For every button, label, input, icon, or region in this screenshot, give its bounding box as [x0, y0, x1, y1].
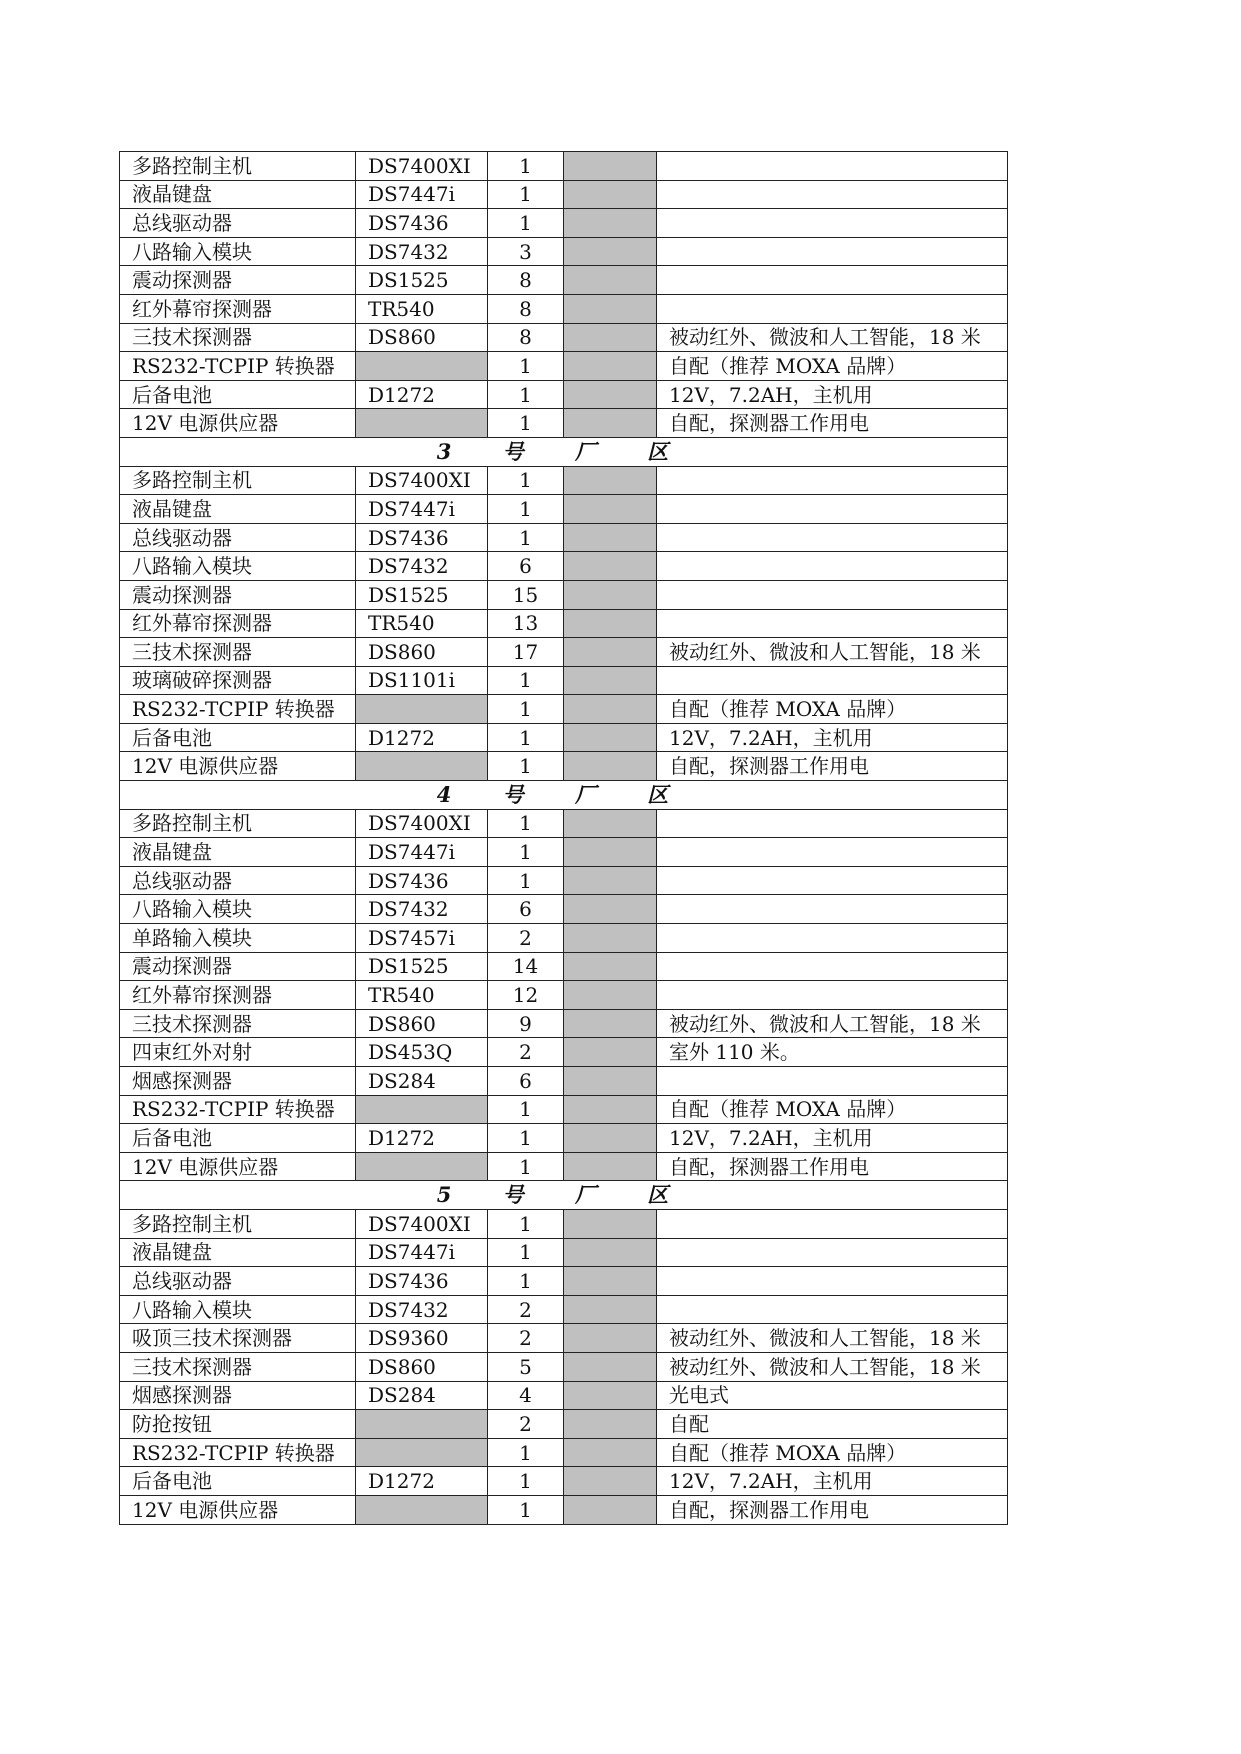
shaded-blank-cell: [564, 266, 657, 295]
quantity-cell: 1: [488, 695, 564, 724]
remark-cell: [657, 552, 1008, 581]
table-row: [120, 237, 1008, 266]
device-name-cell: 多路控制主机: [120, 809, 356, 838]
model-cell: TR540: [356, 609, 488, 638]
shaded-blank-cell: [564, 380, 657, 409]
shaded-blank-cell: [564, 1124, 657, 1153]
shaded-blank-cell: [564, 1410, 657, 1439]
shaded-blank-cell: [564, 1381, 657, 1410]
shaded-blank-cell: [564, 323, 657, 352]
shaded-blank-cell: [564, 1067, 657, 1096]
table-row: [120, 409, 1008, 438]
table-row: [120, 1009, 1008, 1038]
quantity-cell: 1: [488, 466, 564, 495]
device-name-cell: 总线驱动器: [120, 523, 356, 552]
quantity-cell: 1: [488, 209, 564, 238]
device-name-cell: 总线驱动器: [120, 1267, 356, 1296]
remark-cell: [657, 294, 1008, 323]
shaded-blank-cell: [564, 924, 657, 953]
device-name-cell: 四束红外对射: [120, 1038, 356, 1067]
table-row: [120, 1124, 1008, 1153]
table-row: [120, 323, 1008, 352]
remark-cell: [657, 1267, 1008, 1296]
table-row: [120, 1095, 1008, 1124]
device-name-cell: 液晶键盘: [120, 180, 356, 209]
remark-cell: 室外 110 米。: [657, 1038, 1008, 1067]
quantity-cell: 1: [488, 523, 564, 552]
model-cell: DS7400XI: [356, 1209, 488, 1238]
model-cell: [356, 409, 488, 438]
shaded-blank-cell: [564, 609, 657, 638]
shaded-blank-cell: [564, 1324, 657, 1353]
remark-cell: [657, 1209, 1008, 1238]
table-row: [120, 1467, 1008, 1496]
table-row: [120, 266, 1008, 295]
shaded-blank-cell: [564, 1152, 657, 1181]
remark-cell: [657, 866, 1008, 895]
quantity-cell: 1: [488, 1438, 564, 1467]
table-row: [120, 1410, 1008, 1439]
quantity-cell: 1: [488, 152, 564, 181]
device-name-cell: 红外幕帘探测器: [120, 609, 356, 638]
device-name-cell: 八路输入模块: [120, 1295, 356, 1324]
remark-cell: [657, 152, 1008, 181]
quantity-cell: 13: [488, 609, 564, 638]
shaded-blank-cell: [564, 523, 657, 552]
table-row: [120, 1209, 1008, 1238]
table-row: [120, 952, 1008, 981]
model-cell: D1272: [356, 380, 488, 409]
section-heading-row: [120, 781, 1008, 810]
model-cell: [356, 352, 488, 381]
shaded-blank-cell: [564, 666, 657, 695]
device-name-cell: 红外幕帘探测器: [120, 981, 356, 1010]
model-cell: DS7436: [356, 209, 488, 238]
model-cell: DS7447i: [356, 838, 488, 867]
device-name-cell: 震动探测器: [120, 580, 356, 609]
model-cell: DS284: [356, 1381, 488, 1410]
device-name-cell: 单路输入模块: [120, 924, 356, 953]
table-row: [120, 924, 1008, 953]
device-name-cell: 三技术探测器: [120, 323, 356, 352]
quantity-cell: 1: [488, 1209, 564, 1238]
table-row: [120, 866, 1008, 895]
section-heading: 5 号 厂 区: [120, 1181, 1008, 1210]
device-name-cell: 12V 电源供应器: [120, 1152, 356, 1181]
table-row: [120, 609, 1008, 638]
model-cell: DS7447i: [356, 180, 488, 209]
table-row: [120, 723, 1008, 752]
remark-cell: 自配（推荐 MOXA 品牌）: [657, 695, 1008, 724]
shaded-blank-cell: [564, 638, 657, 667]
quantity-cell: 1: [488, 180, 564, 209]
shaded-blank-cell: [564, 952, 657, 981]
quantity-cell: 1: [488, 752, 564, 781]
device-name-cell: 多路控制主机: [120, 466, 356, 495]
quantity-cell: 1: [488, 809, 564, 838]
model-cell: DS7432: [356, 237, 488, 266]
quantity-cell: 2: [488, 1410, 564, 1439]
shaded-blank-cell: [564, 466, 657, 495]
equipment-table: [119, 151, 1008, 1525]
remark-cell: 12V，7.2AH，主机用: [657, 1124, 1008, 1153]
model-cell: DS7400XI: [356, 152, 488, 181]
table-row: [120, 152, 1008, 181]
device-name-cell: 三技术探测器: [120, 1009, 356, 1038]
remark-cell: [657, 609, 1008, 638]
shaded-blank-cell: [564, 838, 657, 867]
remark-cell: 自配（推荐 MOXA 品牌）: [657, 1438, 1008, 1467]
table-row: [120, 1495, 1008, 1524]
shaded-blank-cell: [564, 1438, 657, 1467]
device-name-cell: 后备电池: [120, 1124, 356, 1153]
section-heading-row: [120, 1181, 1008, 1210]
remark-cell: [657, 180, 1008, 209]
quantity-cell: 1: [488, 1095, 564, 1124]
shaded-blank-cell: [564, 809, 657, 838]
remark-cell: [657, 1067, 1008, 1096]
table-row: [120, 638, 1008, 667]
shaded-blank-cell: [564, 1495, 657, 1524]
model-cell: DS1525: [356, 580, 488, 609]
model-cell: DS7436: [356, 1267, 488, 1296]
table-row: [120, 838, 1008, 867]
shaded-blank-cell: [564, 409, 657, 438]
quantity-cell: 5: [488, 1352, 564, 1381]
device-name-cell: 吸顶三技术探测器: [120, 1324, 356, 1353]
device-name-cell: 烟感探测器: [120, 1381, 356, 1410]
quantity-cell: 2: [488, 924, 564, 953]
device-name-cell: 玻璃破碎探测器: [120, 666, 356, 695]
model-cell: DS860: [356, 1009, 488, 1038]
remark-cell: [657, 495, 1008, 524]
shaded-blank-cell: [564, 1352, 657, 1381]
shaded-blank-cell: [564, 580, 657, 609]
model-cell: DS860: [356, 638, 488, 667]
remark-cell: 被动红外、微波和人工智能，18 米: [657, 638, 1008, 667]
table-row: [120, 352, 1008, 381]
shaded-blank-cell: [564, 866, 657, 895]
remark-cell: [657, 1238, 1008, 1267]
table-row: [120, 1067, 1008, 1096]
quantity-cell: 15: [488, 580, 564, 609]
quantity-cell: 1: [488, 723, 564, 752]
device-name-cell: RS232-TCPIP 转换器: [120, 695, 356, 724]
table-row: [120, 580, 1008, 609]
table-row: [120, 180, 1008, 209]
table-row: [120, 552, 1008, 581]
remark-cell: 被动红外、微波和人工智能，18 米: [657, 323, 1008, 352]
remark-cell: [657, 981, 1008, 1010]
device-name-cell: 液晶键盘: [120, 495, 356, 524]
remark-cell: [657, 809, 1008, 838]
quantity-cell: 1: [488, 1467, 564, 1496]
equipment-table-body: [120, 152, 1008, 1525]
shaded-blank-cell: [564, 1095, 657, 1124]
model-cell: DS7457i: [356, 924, 488, 953]
quantity-cell: 6: [488, 895, 564, 924]
shaded-blank-cell: [564, 1009, 657, 1038]
model-cell: [356, 1495, 488, 1524]
shaded-blank-cell: [564, 495, 657, 524]
remark-cell: 自配（推荐 MOXA 品牌）: [657, 352, 1008, 381]
device-name-cell: 液晶键盘: [120, 1238, 356, 1267]
model-cell: TR540: [356, 981, 488, 1010]
table-row: [120, 1267, 1008, 1296]
table-row: [120, 695, 1008, 724]
model-cell: DS7447i: [356, 1238, 488, 1267]
quantity-cell: 8: [488, 266, 564, 295]
shaded-blank-cell: [564, 1038, 657, 1067]
remark-cell: [657, 523, 1008, 552]
shaded-blank-cell: [564, 695, 657, 724]
remark-cell: [657, 580, 1008, 609]
shaded-blank-cell: [564, 1467, 657, 1496]
shaded-blank-cell: [564, 723, 657, 752]
remark-cell: 自配，探测器工作用电: [657, 752, 1008, 781]
table-row: [120, 752, 1008, 781]
model-cell: DS9360: [356, 1324, 488, 1353]
table-row: [120, 809, 1008, 838]
device-name-cell: 震动探测器: [120, 952, 356, 981]
model-cell: TR540: [356, 294, 488, 323]
quantity-cell: 8: [488, 323, 564, 352]
quantity-cell: 1: [488, 1495, 564, 1524]
remark-cell: 12V，7.2AH，主机用: [657, 380, 1008, 409]
device-name-cell: 总线驱动器: [120, 209, 356, 238]
table-row: [120, 666, 1008, 695]
quantity-cell: 3: [488, 237, 564, 266]
remark-cell: 12V，7.2AH，主机用: [657, 1467, 1008, 1496]
quantity-cell: 4: [488, 1381, 564, 1410]
table-row: [120, 209, 1008, 238]
device-name-cell: 三技术探测器: [120, 1352, 356, 1381]
remark-cell: [657, 952, 1008, 981]
table-row: [120, 1152, 1008, 1181]
remark-cell: 自配（推荐 MOXA 品牌）: [657, 1095, 1008, 1124]
device-name-cell: 多路控制主机: [120, 1209, 356, 1238]
shaded-blank-cell: [564, 1295, 657, 1324]
remark-cell: 自配，探测器工作用电: [657, 1152, 1008, 1181]
model-cell: [356, 1410, 488, 1439]
device-name-cell: 多路控制主机: [120, 152, 356, 181]
shaded-blank-cell: [564, 237, 657, 266]
remark-cell: [657, 1295, 1008, 1324]
model-cell: DS7400XI: [356, 466, 488, 495]
model-cell: DS284: [356, 1067, 488, 1096]
shaded-blank-cell: [564, 752, 657, 781]
model-cell: DS7432: [356, 552, 488, 581]
quantity-cell: 17: [488, 638, 564, 667]
remark-cell: [657, 924, 1008, 953]
quantity-cell: 1: [488, 1124, 564, 1153]
table-row: [120, 1324, 1008, 1353]
model-cell: DS7436: [356, 866, 488, 895]
quantity-cell: 1: [488, 1267, 564, 1296]
shaded-blank-cell: [564, 1209, 657, 1238]
shaded-blank-cell: [564, 1238, 657, 1267]
shaded-blank-cell: [564, 352, 657, 381]
shaded-blank-cell: [564, 209, 657, 238]
model-cell: D1272: [356, 723, 488, 752]
table-row: [120, 466, 1008, 495]
table-row: [120, 895, 1008, 924]
remark-cell: [657, 266, 1008, 295]
quantity-cell: 1: [488, 666, 564, 695]
shaded-blank-cell: [564, 180, 657, 209]
table-row: [120, 1295, 1008, 1324]
table-row: [120, 294, 1008, 323]
device-name-cell: RS232-TCPIP 转换器: [120, 352, 356, 381]
device-name-cell: 红外幕帘探测器: [120, 294, 356, 323]
remark-cell: [657, 666, 1008, 695]
quantity-cell: 2: [488, 1324, 564, 1353]
quantity-cell: 6: [488, 552, 564, 581]
model-cell: [356, 695, 488, 724]
section-heading: 3 号 厂 区: [120, 437, 1008, 466]
remark-cell: [657, 838, 1008, 867]
model-cell: [356, 1095, 488, 1124]
remark-cell: [657, 209, 1008, 238]
model-cell: DS860: [356, 1352, 488, 1381]
section-heading: 4 号 厂 区: [120, 781, 1008, 810]
quantity-cell: 1: [488, 352, 564, 381]
device-name-cell: 防抢按钮: [120, 1410, 356, 1439]
device-name-cell: 八路输入模块: [120, 237, 356, 266]
shaded-blank-cell: [564, 294, 657, 323]
model-cell: [356, 1438, 488, 1467]
shaded-blank-cell: [564, 552, 657, 581]
table-row: [120, 1438, 1008, 1467]
quantity-cell: 1: [488, 409, 564, 438]
model-cell: DS7432: [356, 895, 488, 924]
table-row: [120, 1238, 1008, 1267]
model-cell: D1272: [356, 1467, 488, 1496]
quantity-cell: 1: [488, 1238, 564, 1267]
shaded-blank-cell: [564, 152, 657, 181]
model-cell: DS7400XI: [356, 809, 488, 838]
device-name-cell: 12V 电源供应器: [120, 1495, 356, 1524]
remark-cell: 被动红外、微波和人工智能，18 米: [657, 1324, 1008, 1353]
remark-cell: 自配: [657, 1410, 1008, 1439]
quantity-cell: 12: [488, 981, 564, 1010]
remark-cell: [657, 237, 1008, 266]
quantity-cell: 8: [488, 294, 564, 323]
table-row: [120, 1352, 1008, 1381]
quantity-cell: 1: [488, 838, 564, 867]
quantity-cell: 1: [488, 1152, 564, 1181]
device-name-cell: 后备电池: [120, 1467, 356, 1496]
device-name-cell: 震动探测器: [120, 266, 356, 295]
model-cell: DS1525: [356, 952, 488, 981]
device-name-cell: 后备电池: [120, 723, 356, 752]
model-cell: DS1525: [356, 266, 488, 295]
model-cell: DS1101i: [356, 666, 488, 695]
shaded-blank-cell: [564, 981, 657, 1010]
quantity-cell: 6: [488, 1067, 564, 1096]
model-cell: DS7447i: [356, 495, 488, 524]
table-row: [120, 523, 1008, 552]
quantity-cell: 1: [488, 495, 564, 524]
quantity-cell: 14: [488, 952, 564, 981]
device-name-cell: 后备电池: [120, 380, 356, 409]
device-name-cell: 烟感探测器: [120, 1067, 356, 1096]
device-name-cell: 12V 电源供应器: [120, 752, 356, 781]
table-row: [120, 1038, 1008, 1067]
quantity-cell: 2: [488, 1295, 564, 1324]
remark-cell: 自配，探测器工作用电: [657, 409, 1008, 438]
table-row: [120, 981, 1008, 1010]
shaded-blank-cell: [564, 895, 657, 924]
model-cell: [356, 752, 488, 781]
table-row: [120, 495, 1008, 524]
device-name-cell: RS232-TCPIP 转换器: [120, 1095, 356, 1124]
remark-cell: [657, 895, 1008, 924]
table-row: [120, 380, 1008, 409]
remark-cell: 12V，7.2AH，主机用: [657, 723, 1008, 752]
model-cell: DS7432: [356, 1295, 488, 1324]
device-name-cell: 八路输入模块: [120, 895, 356, 924]
model-cell: [356, 1152, 488, 1181]
device-name-cell: 三技术探测器: [120, 638, 356, 667]
remark-cell: 被动红外、微波和人工智能，18 米: [657, 1009, 1008, 1038]
remark-cell: 光电式: [657, 1381, 1008, 1410]
device-name-cell: 液晶键盘: [120, 838, 356, 867]
section-heading-row: [120, 437, 1008, 466]
shaded-blank-cell: [564, 1267, 657, 1296]
model-cell: DS7436: [356, 523, 488, 552]
device-name-cell: 八路输入模块: [120, 552, 356, 581]
remark-cell: 被动红外、微波和人工智能，18 米: [657, 1352, 1008, 1381]
remark-cell: [657, 466, 1008, 495]
model-cell: D1272: [356, 1124, 488, 1153]
table-row: [120, 1381, 1008, 1410]
quantity-cell: 2: [488, 1038, 564, 1067]
device-name-cell: 12V 电源供应器: [120, 409, 356, 438]
model-cell: DS453Q: [356, 1038, 488, 1067]
quantity-cell: 1: [488, 866, 564, 895]
model-cell: DS860: [356, 323, 488, 352]
quantity-cell: 9: [488, 1009, 564, 1038]
device-name-cell: 总线驱动器: [120, 866, 356, 895]
quantity-cell: 1: [488, 380, 564, 409]
remark-cell: 自配，探测器工作用电: [657, 1495, 1008, 1524]
device-name-cell: RS232-TCPIP 转换器: [120, 1438, 356, 1467]
